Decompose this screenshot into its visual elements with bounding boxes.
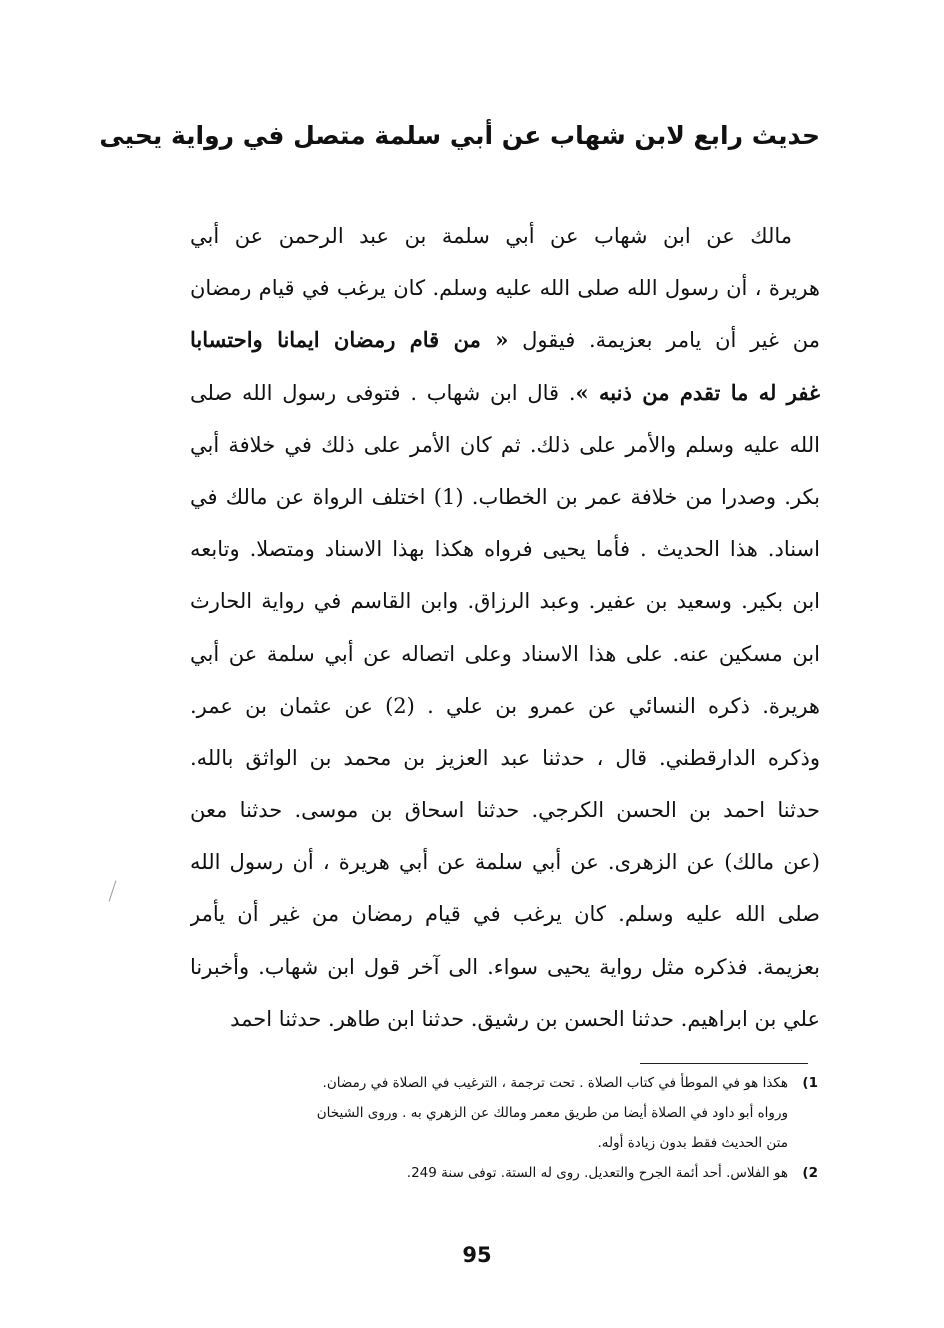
text-line [190,628,820,680]
page-number: 95 [462,1243,492,1267]
text-line [190,314,820,366]
text-line [190,523,820,575]
text-segment: بعزيمة. فذكره مثل رواية يحيى سواء. الى آخر قول ابن شهاب. وأخبرنا [190,954,820,979]
text-segment: ابن مسكين عنه. على هذا الاسناد وعلى اتصاله عن أبي سلمة عن أبي [190,641,820,666]
footnote-number: 1) [802,1075,818,1091]
text-segment: بكر. وصدرا من خلافة عمر بن الخطاب. (1) اختلف الرواة عن مالك في [190,484,820,509]
footnote-line [186,1158,818,1188]
text-line [190,262,820,314]
text-line [190,419,820,471]
footnote-line [186,1128,818,1158]
text-segment: اسناد. هذا الحديث . فأما يحيى فرواه هكذا بهذا الاسناد ومتصلا. وتابعه [190,537,820,562]
text-line [190,888,820,940]
text-segment: ابن بكير. وسعيد بن عفير. وعبد الرزاق. وابن القاسم في رواية الحارث [190,589,820,614]
text-segment: الله عليه وسلم والأمر على ذلك. ثم كان الأمر على ذلك في خلافة أبي [190,432,820,457]
hadith-quote: غفر له ما تقدم من ذنبه » [575,379,820,405]
text-segment: وذكره الدارقطني. قال ، حدثنا عبد العزيز بن محمد بن الواثق بالله. [190,745,820,770]
hadith-quote: « من قام رمضان ايمانا واحتسابا [190,327,509,353]
text-line [190,993,820,1045]
text-segment: (عن مالك) عن الزهرى. عن أبي سلمة عن أبي هريرة ، أن رسول الله [190,850,820,875]
footnote-text: ورواه أبو داود في الصلاة أيضا من طريق معمر ومالك عن الزهري به . وروى الشيخان [316,1105,788,1121]
text-line [190,732,820,784]
text-line [190,941,820,993]
footnotes [186,1068,818,1188]
footnote-line [186,1098,818,1128]
footnote-text: هو الفلاس. أحد أئمة الجرح والتعديل. روى له الستة. توفى سنة 249. [406,1165,788,1181]
footnote-number: 2) [802,1165,818,1181]
text-line [190,210,820,262]
footnote-line [186,1068,818,1098]
text-segment: هريرة. ذكره النسائي عن عمرو بن علي . (2) عن عثمان بن عمر. [190,693,820,718]
body-text [190,210,820,1045]
text-line [190,471,820,523]
text-line [190,680,820,732]
text-line [190,836,820,888]
text-segment: من غير أن يامر بعزيمة. فيقول [508,328,820,353]
text-line [190,575,820,627]
text-segment: . قال ابن شهاب . فتوفى رسول الله صلى [190,380,576,405]
scan-speck [109,880,117,901]
text-line [190,784,820,836]
text-segment: هريرة ، أن رسول الله صلى الله عليه وسلم. كان يرغب في قيام رمضان [190,276,820,301]
text-segment: صلى الله عليه وسلم. كان يرغب في قيام رمضان من غير أن يأمر [190,902,820,927]
text-line [190,367,820,419]
text-segment: مالك عن ابن شهاب عن أبي سلمة بن عبد الرحمن عن أبي [190,224,792,248]
text-segment: حدثنا احمد بن الحسن الكرجي. حدثنا اسحاق بن موسى. حدثنا معن [190,798,820,823]
footnote-separator [640,1063,808,1064]
chapter-heading: حديث رابع لابن شهاب عن أبي سلمة متصل في رواية يحيى [99,121,820,150]
text-segment: علي بن ابراهيم. حدثنا الحسن بن رشيق. حدثنا ابن طاهر. حدثنا احمد [230,1006,820,1031]
footnote-text: هكذا هو في الموطأ في كتاب الصلاة . تحت ترجمة ، الترغيب في الصلاة في رمضان. [322,1075,788,1091]
footnote-text: متن الحديث فقط بدون زيادة أوله. [597,1135,788,1151]
